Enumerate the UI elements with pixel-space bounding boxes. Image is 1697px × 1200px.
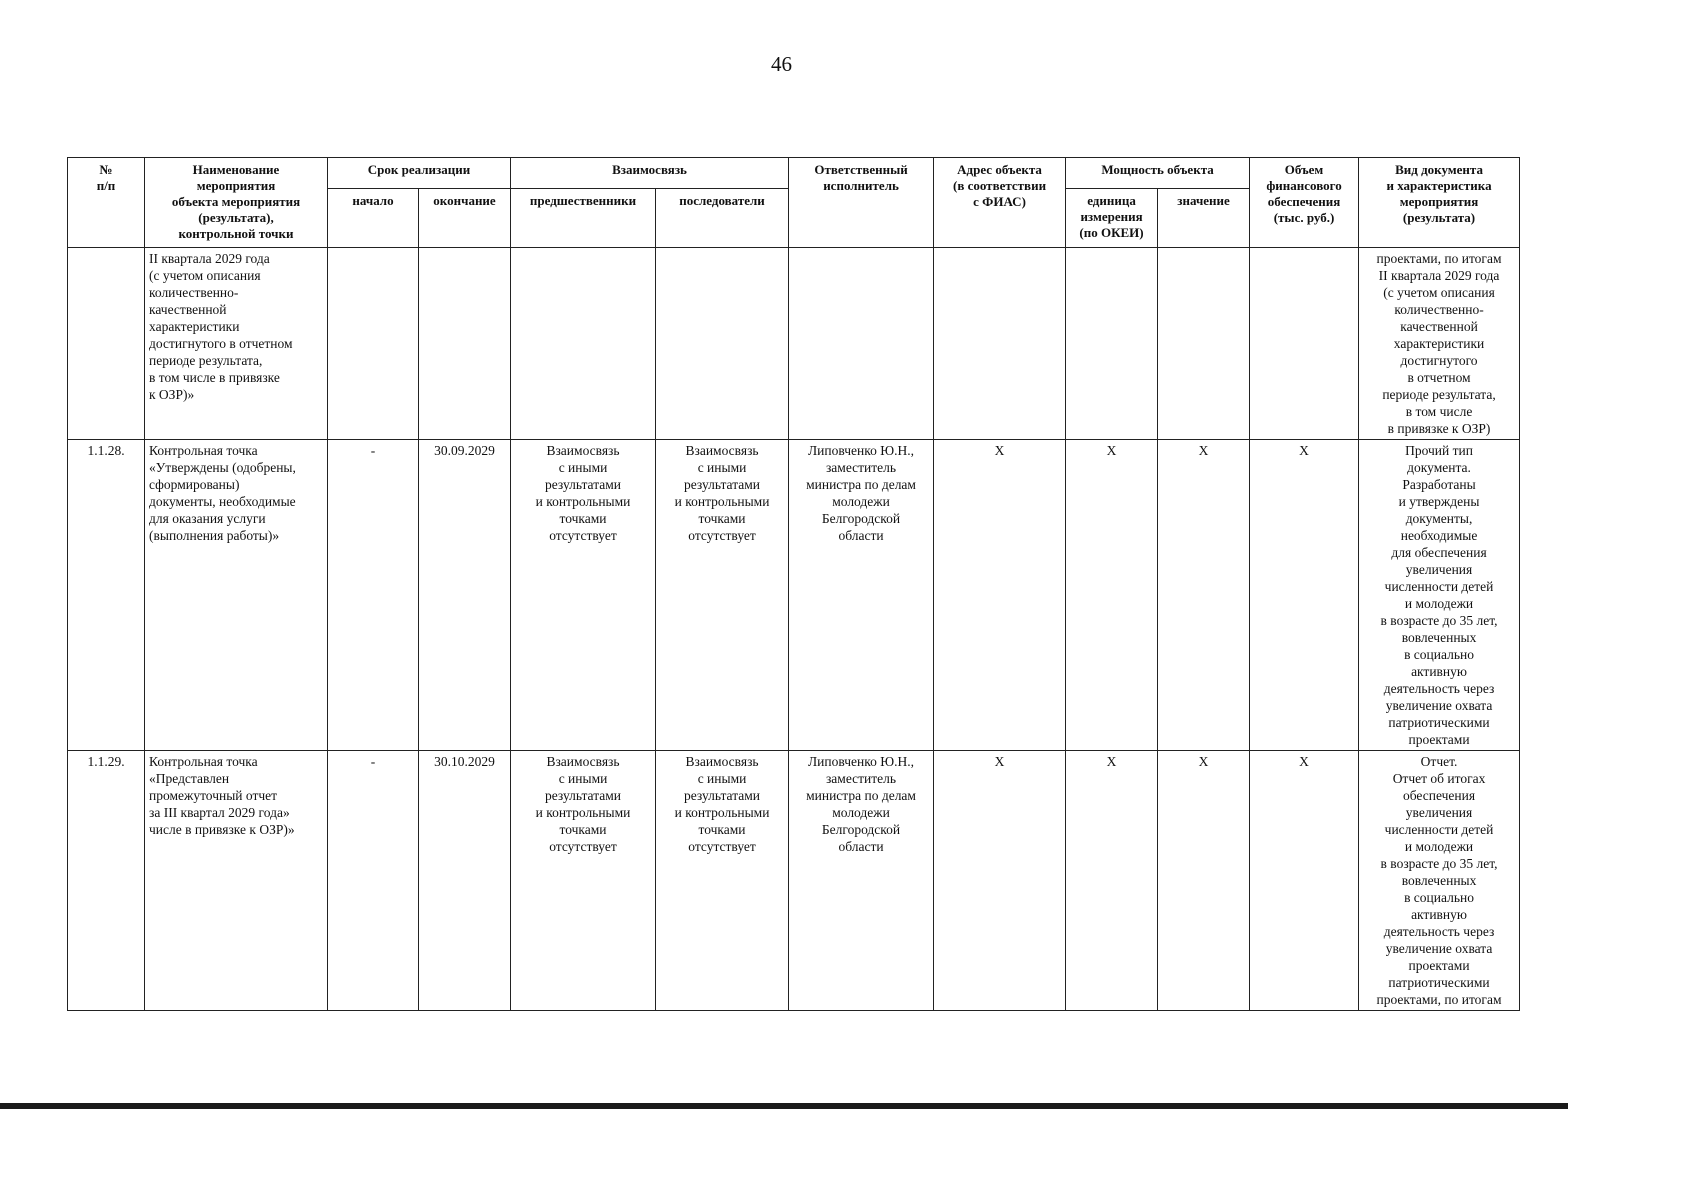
cell-successors: Взаимосвязь с иными результатами и контрольными точками отсутствует — [656, 751, 789, 1011]
cell-address — [934, 248, 1066, 440]
header-doc-type: Вид документа и характеристика мероприятия (результата) — [1359, 158, 1520, 248]
header-link-succ: последователи — [656, 189, 789, 248]
header-term: Срок реализации — [328, 158, 511, 189]
header-number: № п/п — [68, 158, 145, 248]
cell-address: Х — [934, 440, 1066, 751]
cell-end — [419, 248, 511, 440]
cell-finance: Х — [1250, 751, 1359, 1011]
cell-doc-type: проектами, по итогам II квартала 2029 года (с учетом описания количественно- качественной характеристики достигнутого в отчетном периоде результата, в том числе в привязке к ОЗР) — [1359, 248, 1520, 440]
cell-value: Х — [1158, 751, 1250, 1011]
scan-bottom-edge — [0, 1103, 1568, 1109]
header-address: Адрес объекта (в соответствии с ФИАС) — [934, 158, 1066, 248]
cell-unit — [1066, 248, 1158, 440]
header-capacity-unit: единица измерения (по ОКЕИ) — [1066, 189, 1158, 248]
table-row — [68, 751, 1520, 1011]
cell-start: - — [328, 440, 419, 751]
cell-responsible: Липовченко Ю.Н., заместитель министра по делам молодежи Белгородской области — [789, 440, 934, 751]
events-table — [67, 157, 1520, 1011]
cell-unit: Х — [1066, 751, 1158, 1011]
header-finance: Объем финансового обеспечения (тыс. руб.) — [1250, 158, 1359, 248]
cell-number — [68, 248, 145, 440]
cell-end: 30.10.2029 — [419, 751, 511, 1011]
cell-finance: Х — [1250, 440, 1359, 751]
cell-number: 1.1.28. — [68, 440, 145, 751]
cell-start: - — [328, 751, 419, 1011]
cell-value: Х — [1158, 440, 1250, 751]
cell-end: 30.09.2029 — [419, 440, 511, 751]
cell-responsible — [789, 248, 934, 440]
table-row — [68, 248, 1520, 440]
table-row — [68, 440, 1520, 751]
header-capacity-value: значение — [1158, 189, 1250, 248]
cell-doc-type: Прочий тип документа. Разработаны и утверждены документы, необходимые для обеспечения увеличения численности детей и молодежи в возрасте до 35 лет, вовлеченных в социально активную деятельность через увеличение охвата патриотическими проектами — [1359, 440, 1520, 751]
header-responsible: Ответственный исполнитель — [789, 158, 934, 248]
cell-finance — [1250, 248, 1359, 440]
header-term-end: окончание — [419, 189, 511, 248]
page-number: 46 — [771, 52, 792, 76]
header-capacity: Мощность объекта — [1066, 158, 1250, 189]
table-header-row — [68, 158, 1520, 189]
cell-value — [1158, 248, 1250, 440]
cell-doc-type: Отчет. Отчет об итогах обеспечения увеличения численности детей и молодежи в возрасте до 35 лет, вовлеченных в социально активную деятельность через увеличение охвата проектами патриотическими проектами, по итогам — [1359, 751, 1520, 1011]
header-link: Взаимосвязь — [511, 158, 789, 189]
cell-successors: Взаимосвязь с иными результатами и контрольными точками отсутствует — [656, 440, 789, 751]
cell-responsible: Липовченко Ю.Н., заместитель министра по делам молодежи Белгородской области — [789, 751, 934, 1011]
cell-unit: Х — [1066, 440, 1158, 751]
cell-number: 1.1.29. — [68, 751, 145, 1011]
header-event-name: Наименование мероприятия объекта мероприятия (результата), контрольной точки — [145, 158, 328, 248]
header-link-pred: предшественники — [511, 189, 656, 248]
cell-successors — [656, 248, 789, 440]
cell-predecessors: Взаимосвязь с иными результатами и контрольными точками отсутствует — [511, 751, 656, 1011]
cell-event-name: Контрольная точка «Представлен промежуточный отчет за III квартал 2029 года» числе в привязке к ОЗР)» — [145, 751, 328, 1011]
header-term-start: начало — [328, 189, 419, 248]
cell-event-name: Контрольная точка «Утверждены (одобрены, сформированы) документы, необходимые для оказания услуги (выполнения работы)» — [145, 440, 328, 751]
cell-predecessors — [511, 248, 656, 440]
cell-event-name: II квартала 2029 года (с учетом описания количественно- качественной характеристики достигнутого в отчетном периоде результата, в том числе в привязке к ОЗР)» — [145, 248, 328, 440]
cell-start — [328, 248, 419, 440]
cell-address: Х — [934, 751, 1066, 1011]
cell-predecessors: Взаимосвязь с иными результатами и контрольными точками отсутствует — [511, 440, 656, 751]
